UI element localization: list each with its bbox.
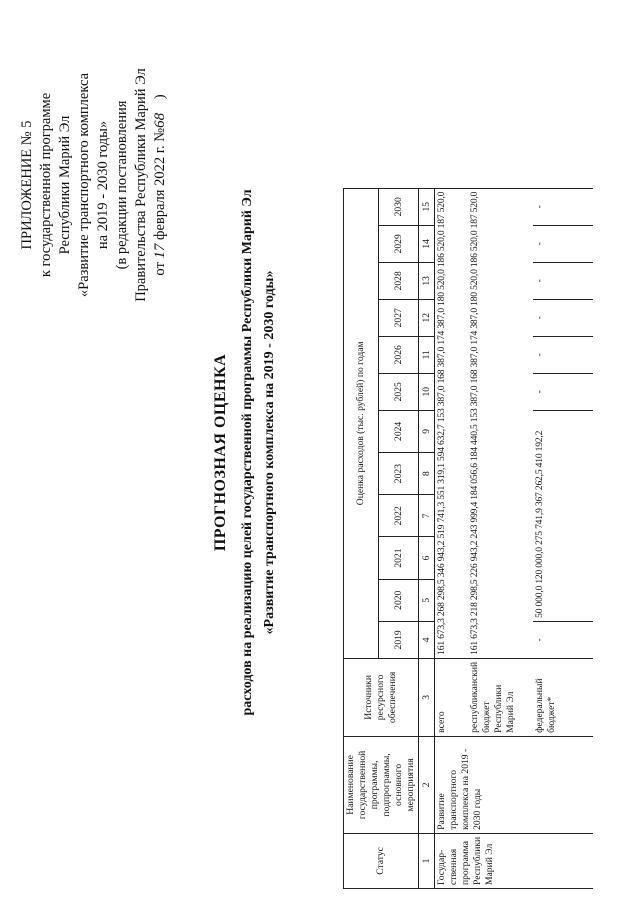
table-row (435, 188, 468, 888)
date-prefix: от (152, 262, 168, 276)
header-year: 2026 (379, 336, 419, 373)
date-suffix: ) (152, 94, 168, 100)
header-year: 2020 (379, 579, 419, 621)
column-number: 4 (419, 621, 435, 658)
value-cell: - (533, 225, 593, 262)
header-year: 2019 (379, 621, 419, 658)
header-year: 2029 (379, 225, 419, 262)
source-cell: федеральный бюджет* (533, 658, 593, 736)
appendix-line: Республики Марий Эл (57, 115, 73, 255)
document-subtitle: расходов на реализацию целей государственной программы Республики Марий Эл (240, 189, 255, 716)
expenses-table (343, 188, 593, 889)
column-number: 13 (419, 262, 435, 299)
header-sources: Источники ресурсного обеспечения (344, 658, 419, 736)
appendix-block (18, 65, 170, 305)
header-year: 2024 (379, 410, 419, 452)
document-subtitle-program: «Развитие транспортного комплекса на 2019 - 2030 годы» (262, 270, 277, 635)
values-cell: 50 000,0 120 000,0 275 741,9 367 262,5 410 192,2 (533, 410, 593, 621)
appendix-line: (в редакции постановления (114, 100, 130, 270)
header-year: 2021 (379, 537, 419, 579)
source-cell: всего (435, 658, 468, 736)
value-cell: - (533, 373, 593, 410)
source-cell: республиканский бюджет Республики Марий Эл (468, 658, 533, 736)
header-year: 2023 (379, 452, 419, 494)
appendix-line: к государственной программе (38, 92, 54, 278)
appendix-date-line (151, 65, 170, 305)
column-number: 10 (419, 373, 435, 410)
decree-number: 68 (152, 112, 168, 128)
column-number: 7 (419, 495, 435, 537)
appendix-line: «Развитие транспортного комплекса (76, 72, 92, 298)
value-cell: - (533, 188, 593, 225)
column-number: 1 (419, 833, 435, 888)
header-status: Статус (344, 833, 419, 888)
column-number: 12 (419, 299, 435, 336)
header-year: 2022 (379, 495, 419, 537)
column-number: 9 (419, 410, 435, 452)
header-year: 2030 (379, 188, 419, 225)
value-cell: - (533, 299, 593, 336)
value-cell: - (533, 336, 593, 373)
program-name-cell: Развитие транспортного комплекса на 2019 - 2030 годы (435, 736, 593, 833)
column-number: 5 (419, 579, 435, 621)
value-cell: - (533, 621, 593, 658)
column-number: 2 (419, 736, 435, 833)
date-day: 17 (152, 243, 168, 259)
header-year: 2028 (379, 262, 419, 299)
header-estimate: Оценка расходов (тыс. рублей) по годам (344, 188, 379, 658)
column-number: 6 (419, 537, 435, 579)
status-cell: Государ-ственная программа Республики Марий Эл (435, 833, 593, 888)
values-cell: 161 673,3 268 298,5 346 943,2 519 741,3 551 319,1 594 632,7 153 387,0 168 387,0 174 387,0 180 520,0 186 520,0 187 520,0 (435, 188, 468, 658)
column-number: 3 (419, 658, 435, 736)
column-number: 11 (419, 336, 435, 373)
appendix-title: ПРИЛОЖЕНИЕ № 5 (19, 120, 35, 250)
header-year: 2027 (379, 299, 419, 336)
value-cell: - (533, 262, 593, 299)
header-year: 2025 (379, 373, 419, 410)
appendix-line: Правительства Республики Марий Эл (133, 68, 149, 302)
appendix-line: на 2019 - 2030 годы» (95, 120, 111, 250)
date-rest: февраля 2022 г. № (152, 127, 168, 240)
column-number: 14 (419, 225, 435, 262)
column-number: 15 (419, 188, 435, 225)
document-title: ПРОГНОЗНАЯ ОЦЕНКА (212, 353, 229, 552)
values-cell: 161 673,3 218 298,5 226 943,2 243 999,4 184 056,6 184 440,5 153 387,0 168 387,0 174 387,0 180 520,0 186 520,0 187 520,0 (468, 188, 533, 658)
header-program-name: Наименование государственной программы, подпрограммы, основного мероприятия (344, 736, 419, 833)
column-number: 8 (419, 452, 435, 494)
